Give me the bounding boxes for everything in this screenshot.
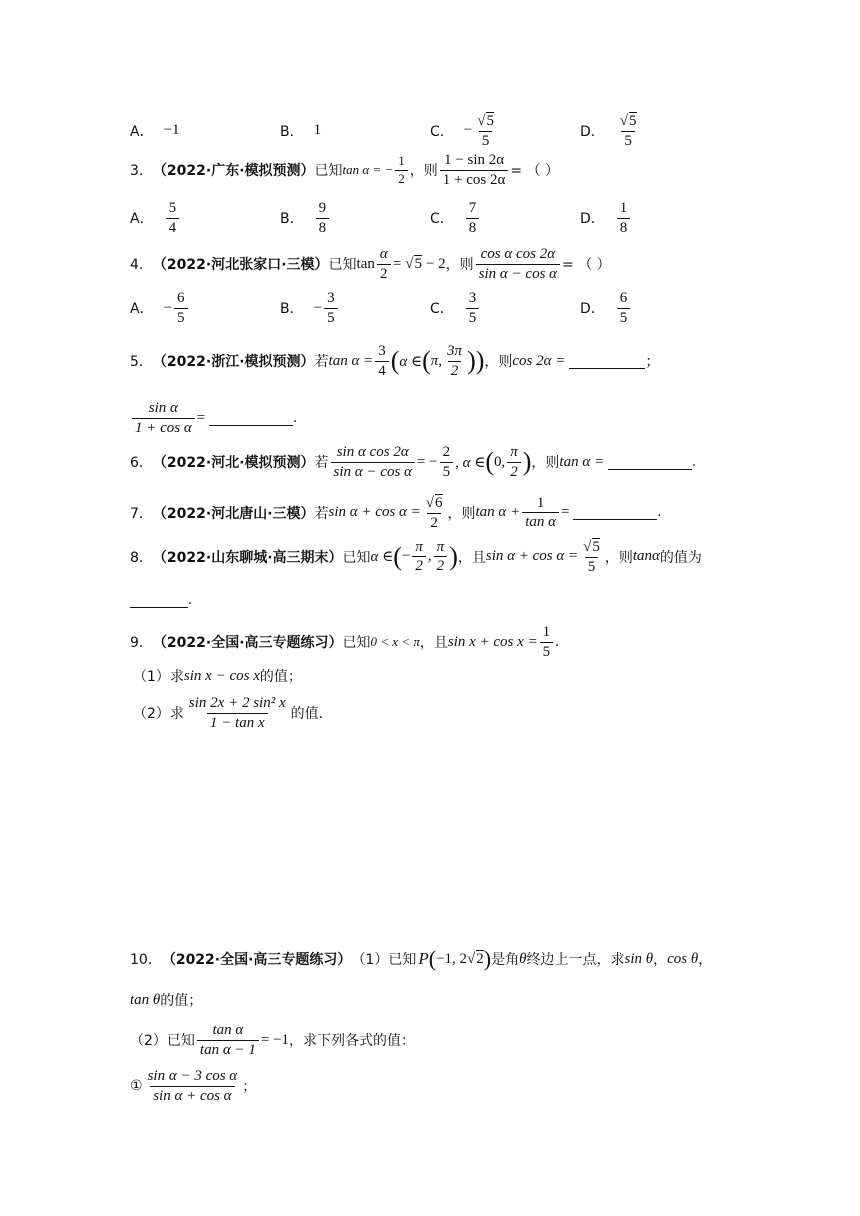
answer-blank[interactable]: [130, 593, 188, 608]
option-a: A． $\frac{5}{4}$: [130, 200, 280, 236]
fraction: $\frac{\text{sin α}}{\text{1 + cos α}}$: [132, 400, 195, 436]
option-c: C． $\frac{3}{5}$: [430, 290, 580, 326]
question-10-item-1: ① $\frac{\text{sin α − 3 cos α}}{\text{sin α + cos α}}$ ；: [130, 1068, 257, 1104]
fraction: $\frac{1 - \sin 2\alpha}{1 + \cos 2\alpha}$: [440, 152, 509, 188]
question-6: 6． （2022·河北·模拟预测） 若 $\frac{\text{sin α cos 2α}}{\text{sin α − cos α}}$ = − $\frac{2}{5}$ , α ∈ ( 0, $\frac{\pi}{2}$ ) ，则 tan α = .: [130, 444, 696, 480]
q2-options: [130, 112, 770, 149]
option-b: B． 1: [280, 122, 322, 140]
answer-blank[interactable]: [569, 354, 645, 369]
q4-options: [130, 290, 770, 326]
question-9: 9． （2022·全国·高三专题练习） 已知 0 < x < π ，且 sin x + cos x = $\frac{1}{5}$ .: [130, 624, 559, 660]
question-9-part-2: （2）求 $\frac{\text{sin 2x + 2 sin² x}}{\text{1 − tan x}}$ 的值.: [133, 695, 324, 731]
fraction: $\frac{\pi}{2}$: [434, 539, 448, 575]
option-a: A． −1: [130, 122, 180, 140]
fraction: $\frac{2}{5}$: [440, 444, 454, 480]
q3-options: [130, 200, 770, 236]
question-8: 8． （2022·山东聊城·高三期末） 已知 α ∈ ( − $\frac{\pi}{2}$ , $\frac{\pi}{2}$ ) ，且 sin α + cos α = $\frac{√5}{5}$ ，则 tanα 的值为: [130, 538, 702, 575]
fraction: $\frac{\text{sin α cos 2α}}{\text{sin α − cos α}}$: [331, 444, 415, 480]
option-b: B． − $\frac{3}{5}$: [280, 290, 430, 326]
question-8-blank-line: .: [130, 592, 192, 609]
option-d: D． $\frac{√5}{5}$: [580, 112, 730, 149]
question-9-part-1: （1）求 sin x − cos x 的值；: [133, 667, 302, 685]
option-d: D． $\frac{1}{8}$: [580, 200, 730, 236]
option-d: D． $\frac{6}{5}$: [580, 290, 730, 326]
fraction: $\frac{3\pi}{2}$: [447, 343, 463, 379]
option-a: A． − $\frac{6}{5}$: [130, 290, 280, 326]
answer-blank[interactable]: [573, 505, 657, 520]
question-10: 10． （2022·全国·高三专题练习） （1）已知 P ( −1, 2 √2 ) 是角 θ 终边上一点，求 sin θ ， cos θ ，: [130, 946, 713, 971]
question-5: 5． （2022·浙江·模拟预测） 若 tan α = $\frac{3}{4}$ ( α ∈ ( π, $\frac{3\pi}{2}$ )) ，则 cos 2α = ；: [130, 343, 660, 379]
question-4: 4． （2022·河北张家口·三模） 已知 tan $\frac{\alpha}{2}$ = √5 − 2 ，则 $\frac{\text{cos α cos 2α}}{\text{sin α − cos α}}$ = （ ）: [130, 246, 611, 282]
question-7: 7． （2022·河北唐山·三模） 若 sin α + cos α = $\frac{√6}{2}$ ，则 tan α + $\frac{1}{\text{tan α}}$ = .: [130, 494, 662, 531]
fraction: $\frac{5}{4}$: [166, 200, 180, 236]
fraction: $\frac{\text{cos α cos 2α}}{\text{sin α − cos α}}$: [476, 246, 560, 282]
fraction: $\frac{6}{5}$: [174, 290, 188, 326]
fraction: $\frac{7}{8}$: [466, 200, 480, 236]
fraction: $\frac{\alpha}{2}$: [377, 246, 391, 282]
answer-blank[interactable]: [209, 411, 293, 426]
fraction: $\frac{1}{2}$: [395, 154, 408, 186]
option-b: B． $\frac{9}{8}$: [280, 200, 430, 236]
fraction: $\frac{\text{tan α}}{\text{tan α − 1}}$: [197, 1022, 259, 1058]
fraction: $\frac{√5}{5}$: [619, 113, 637, 149]
fraction: $\frac{\text{sin 2x + 2 sin² x}}{\text{1 − tan x}}$: [188, 695, 286, 731]
fraction: $\frac{√6}{2}$: [425, 495, 443, 531]
fraction: $\frac{√5}{5}$: [583, 539, 600, 575]
fraction: $\frac{1}{\text{tan α}}$: [522, 495, 559, 531]
fraction: $\frac{3}{4}$: [375, 343, 389, 379]
fraction: $\frac{1}{8}$: [617, 200, 631, 236]
fraction: $\frac{6}{5}$: [617, 290, 631, 326]
question-10-part-2: （2）已知 $\frac{\text{tan α}}{\text{tan α − 1}}$ = −1 ，求下列各式的值：: [130, 1022, 416, 1058]
fraction: $\frac{3}{5}$: [324, 290, 338, 326]
fraction: $\frac{9}{8}$: [316, 200, 330, 236]
question-5-line-2: $\frac{\text{sin α}}{\text{1 + cos α}}$ = .: [130, 400, 297, 436]
option-c: C． $\frac{7}{8}$: [430, 200, 580, 236]
fraction: $\frac{1}{5}$: [540, 624, 554, 660]
fraction: $\frac{\text{sin α − 3 cos α}}{\text{sin α + cos α}}$: [147, 1068, 238, 1104]
fraction: $\frac{√5}{5}$: [477, 113, 494, 149]
fraction: $\frac{\pi}{2}$: [412, 539, 426, 575]
option-c: C． − $\frac{√5}{5}$: [430, 112, 580, 149]
question-3: 3． （2022·广东·模拟预测） 已知 tan α = − $\frac{1}{2}$ ，则 $\frac{1 - \sin 2\alpha}{1 + \cos 2\alpha}$ = （ ）: [130, 152, 559, 188]
answer-blank[interactable]: [608, 455, 692, 470]
question-10-line-2: tan θ 的值；: [130, 991, 203, 1009]
fraction: $\frac{3}{5}$: [466, 290, 480, 326]
fraction: $\frac{\pi}{2}$: [507, 444, 521, 480]
